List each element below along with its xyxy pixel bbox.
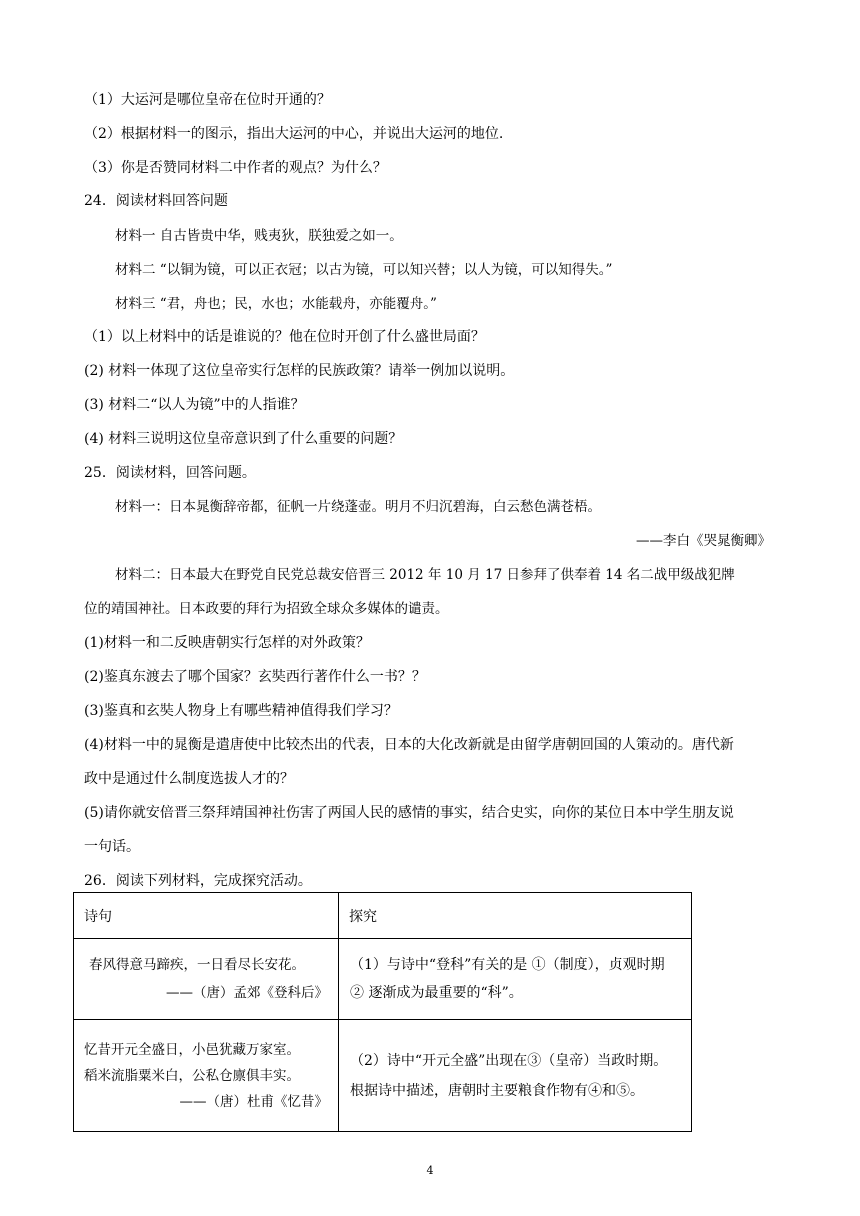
explore-cell: [339, 939, 692, 1020]
poem-line: 春风得意马蹄疾，一日看尽长安花。: [89, 957, 305, 973]
q25-sub3: (3)鉴真和玄奘人物身上有哪些精神值得我们学习？: [84, 703, 398, 719]
q24-sub2: (2) 材料一体现了这位皇帝实行怎样的民族政策？请举一例加以说明。: [84, 363, 515, 379]
poem-attribution: ——（唐）杜甫《忆昔》: [179, 1093, 328, 1110]
poem-line: 忆昔开元全盛日，小邑犹藏万家室。: [84, 1041, 300, 1058]
poem-cell: [74, 1020, 339, 1132]
q25-material-2-line-1: 材料二：日本最大在野党自民党总裁安倍晋三 2012 年 10 月 17 日参拜了供奉着 14 名二战甲级战犯牌: [115, 567, 735, 583]
explore-cell: [339, 1020, 692, 1132]
q25-material-2-line-2: 位的靖国神社。日本政要的拜行为招致全球众多媒体的谴责。: [84, 601, 449, 617]
q25-sub5-line-1: (5)请你就安倍晋三祭拜靖国神社伤害了两国人民的感情的事实，结合史实，向你的某位日本中学生朋友说: [84, 805, 734, 821]
explore-line: ② 逐渐成为最重要的“科”。: [350, 985, 523, 1001]
poetry-inquiry-table: [73, 892, 692, 1132]
explore-line: （1）与诗中“登科”有关的是 ①（制度），贞观时期: [350, 957, 665, 973]
q24-material-1: 材料一 自古皆贵中华，贱夷狄，朕独爱之如一。: [115, 228, 403, 244]
q24-material-2: 材料二 “以铜为镜，可以正衣冠；以古为镜，可以知兴替；以人为镜，可以知得失。”: [115, 262, 613, 278]
header-poem-label: 诗句: [84, 908, 112, 925]
explore-line: 根据诗中描述，唐朝时主要粮食作物有④和⑤。: [350, 1082, 644, 1099]
header-explore-cell: [339, 893, 692, 939]
explore-line: （2）诗中“开元全盛”出现在③（皇帝）当政时期。: [350, 1052, 668, 1069]
q25-sub5-line-2: 一句话。: [84, 839, 140, 855]
q23-sub3: （3）你是否赞同材料二中作者的观点？为什么？: [84, 160, 387, 176]
header-explore-label: 探究: [349, 908, 377, 925]
q24-material-3: 材料三 “君，舟也；民，水也；水能载舟，亦能覆舟。”: [115, 296, 437, 312]
q26-title: 26．阅读下列材料，完成探究活动。: [84, 873, 312, 889]
q25-material-1-source: ——李白《哭晁衡卿》: [636, 533, 771, 549]
poem-cell: [74, 939, 339, 1020]
q24-sub3: (3) 材料二“以人为镜”中的人指谁？: [84, 397, 305, 413]
q24-title: 24．阅读材料回答问题: [84, 193, 228, 209]
q23-sub1: （1）大运河是哪位皇帝在位时开通的？: [84, 92, 331, 108]
poem-line: 稻米流脂粟米白，公私仓廪俱丰实。: [84, 1067, 300, 1084]
header-poem-cell: [74, 893, 339, 939]
q25-sub1: (1)材料一和二反映唐朝实行怎样的对外政策？: [84, 635, 370, 651]
q24-sub1: （1）以上材料中的话是谁说的？他在位时开创了什么盛世局面？: [84, 329, 485, 345]
table-header-row: [74, 893, 692, 939]
q23-sub2: （2）根据材料一的图示，指出大运河的中心，并说出大运河的地位.: [84, 126, 504, 142]
q25-title: 25．阅读材料，回答问题。: [84, 465, 256, 481]
q25-sub4-line-1: (4)材料一中的晁衡是遣唐使中比较杰出的代表，日本的大化改新就是由留学唐朝回国的人策动的。唐代新: [84, 737, 734, 753]
table-row: [74, 1020, 692, 1132]
table-row: [74, 939, 692, 1020]
q25-sub2: (2)鉴真东渡去了哪个国家？玄奘西行著作什么一书？？: [84, 669, 426, 685]
poem-attribution: ——（唐）孟郊《登科后》: [166, 985, 328, 1001]
q24-sub4: (4) 材料三说明这位皇帝意识到了什么重要的问题？: [84, 431, 403, 447]
page-number: 4: [426, 1164, 434, 1177]
q25-sub4-line-2: 政中是通过什么制度选拔人才的？: [84, 771, 294, 787]
q25-material-1: 材料一：日本晁衡辞帝都，征帆一片绕蓬壶。明月不归沉碧海，白云愁色满苍梧。: [115, 499, 601, 515]
